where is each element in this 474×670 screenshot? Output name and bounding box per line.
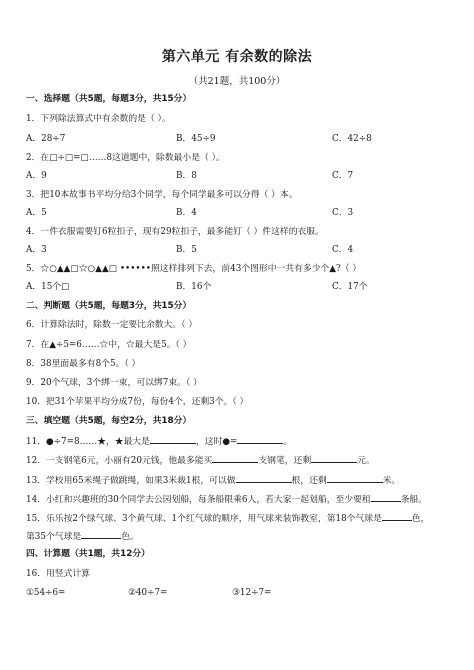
answer-blank[interactable] (236, 473, 292, 483)
question-9: 9．20个气球，3个绑一束，可以绑7束。（ ） (26, 378, 202, 388)
question-15-text-a: 15．乐乐按2个绿气球、3个黄气球、1个红气球的顺序，用气球来装饰教室，第18个气球是 (26, 514, 382, 524)
question-16: 16．用竖式计算 (26, 569, 90, 579)
option-a: A．3 (26, 245, 47, 255)
section-heading-choice: 一、选择题（共5题，每题3分，共15分） (26, 94, 192, 104)
answer-blank[interactable] (311, 453, 357, 463)
option-c: C．4 (332, 245, 354, 255)
question-5: 5．☆○▲▲□☆○▲▲□ ••••••照这样排列下去，前43个图形中一共有多少个▲?（ ） (26, 264, 362, 274)
question-2-options (26, 170, 466, 182)
answer-blank[interactable] (371, 492, 401, 502)
answer-blank[interactable] (237, 434, 283, 444)
question-4-options (26, 244, 466, 256)
answer-blank[interactable] (212, 453, 258, 463)
question-7: 7．在▲÷5=6……☆中，☆最大是5。（ ） (26, 340, 192, 350)
page-subtitle: （共21题，共100分） (188, 76, 286, 87)
question-15 (26, 511, 429, 525)
option-a: A．5 (26, 208, 47, 218)
question-12-text-a: 12．一支钢笔6元，小丽有20元钱，他最多能买 (26, 456, 213, 466)
question-13-text-a: 13．学校用65米绳子做跳绳，如果3米裁1根，可以做 (26, 476, 236, 486)
option-c: C．17个 (332, 282, 368, 292)
option-c: C．42÷8 (332, 134, 372, 144)
answer-blank[interactable] (150, 434, 196, 444)
question-16-parts (26, 587, 466, 599)
option-c: C．3 (332, 208, 354, 218)
option-c: C．7 (332, 171, 354, 181)
question-8: 8．38里面最多有8个5。（ ） (26, 359, 141, 369)
option-a: A．28÷7 (26, 134, 66, 144)
option-a: A．15个□ (26, 282, 70, 292)
calc-part-3: ③12÷7= (232, 588, 272, 598)
question-6: 6．计算除法时，除数一定要比余数大。（ ） (26, 320, 198, 330)
option-a: A．9 (26, 171, 47, 181)
section-heading-judge: 二、判断题（共5题，每题3分，共15分） (26, 301, 192, 311)
section-heading-calc: 四、计算题（共1题，共12分） (26, 549, 150, 559)
question-2: 2．在□÷□=□……8这道题中，除数最小是（ ）。 (26, 153, 225, 163)
option-b: B．16个 (176, 282, 212, 292)
question-4: 4．一件衣服需要钉6粒扣子，现有29粒扣子，最多能钉（ ）件这样的衣服。 (26, 227, 324, 237)
calc-part-2: ②40÷7= (128, 588, 168, 598)
question-1-options (26, 133, 466, 145)
option-b: B．8 (176, 171, 197, 181)
question-10: 10．把31个苹果平均分成7份，每份4个，还剩3个。（ ） (26, 397, 249, 407)
question-11-text-a: 11．●÷7=8……★，★最大是 (26, 437, 150, 447)
section-heading-fill: 三、填空题（共5题，每空2分，共18分） (26, 416, 192, 426)
answer-blank[interactable] (81, 529, 121, 539)
option-b: B．4 (176, 208, 197, 218)
calc-part-1: ①54÷6= (26, 588, 66, 598)
question-14-text-a: 14．小红和兴趣班的30个同学去公园划船，每条船限乘6人，若大家一起划船，至少要租 (26, 495, 371, 505)
question-15-text-c: 第35个气球是 (26, 532, 82, 542)
question-15-continued (26, 529, 139, 543)
question-13-text-c: 米。 (382, 476, 401, 486)
answer-blank[interactable] (382, 511, 412, 521)
question-12-text-b: 支钢笔，还剩 (258, 456, 312, 466)
option-b: B．5 (176, 245, 197, 255)
question-11-text-c: 。 (283, 437, 293, 447)
question-14 (26, 492, 427, 506)
question-1: 1．下列除法算式中有余数的是（ ）。 (26, 114, 171, 124)
question-3-options (26, 207, 466, 219)
answer-blank[interactable] (327, 473, 383, 483)
question-12 (26, 453, 375, 467)
question-13 (26, 473, 400, 487)
question-14-text-b: 条船。 (400, 495, 428, 505)
question-5-options (26, 281, 466, 293)
question-13-text-b: 根，还剩 (291, 476, 327, 486)
question-11 (26, 434, 292, 448)
page-title: 第六单元 有余数的除法 (161, 49, 313, 65)
question-15-text-b: 色， (411, 514, 430, 524)
option-b: B．45÷9 (176, 134, 216, 144)
question-3: 3．把10本故事书平均分给3个同学，每个同学最多可以分得（ ）本。 (26, 190, 298, 200)
question-15-text-d: 色。 (121, 532, 139, 542)
question-12-text-c: 元。 (357, 456, 375, 466)
question-11-text-b: ，这时●= (195, 437, 238, 447)
